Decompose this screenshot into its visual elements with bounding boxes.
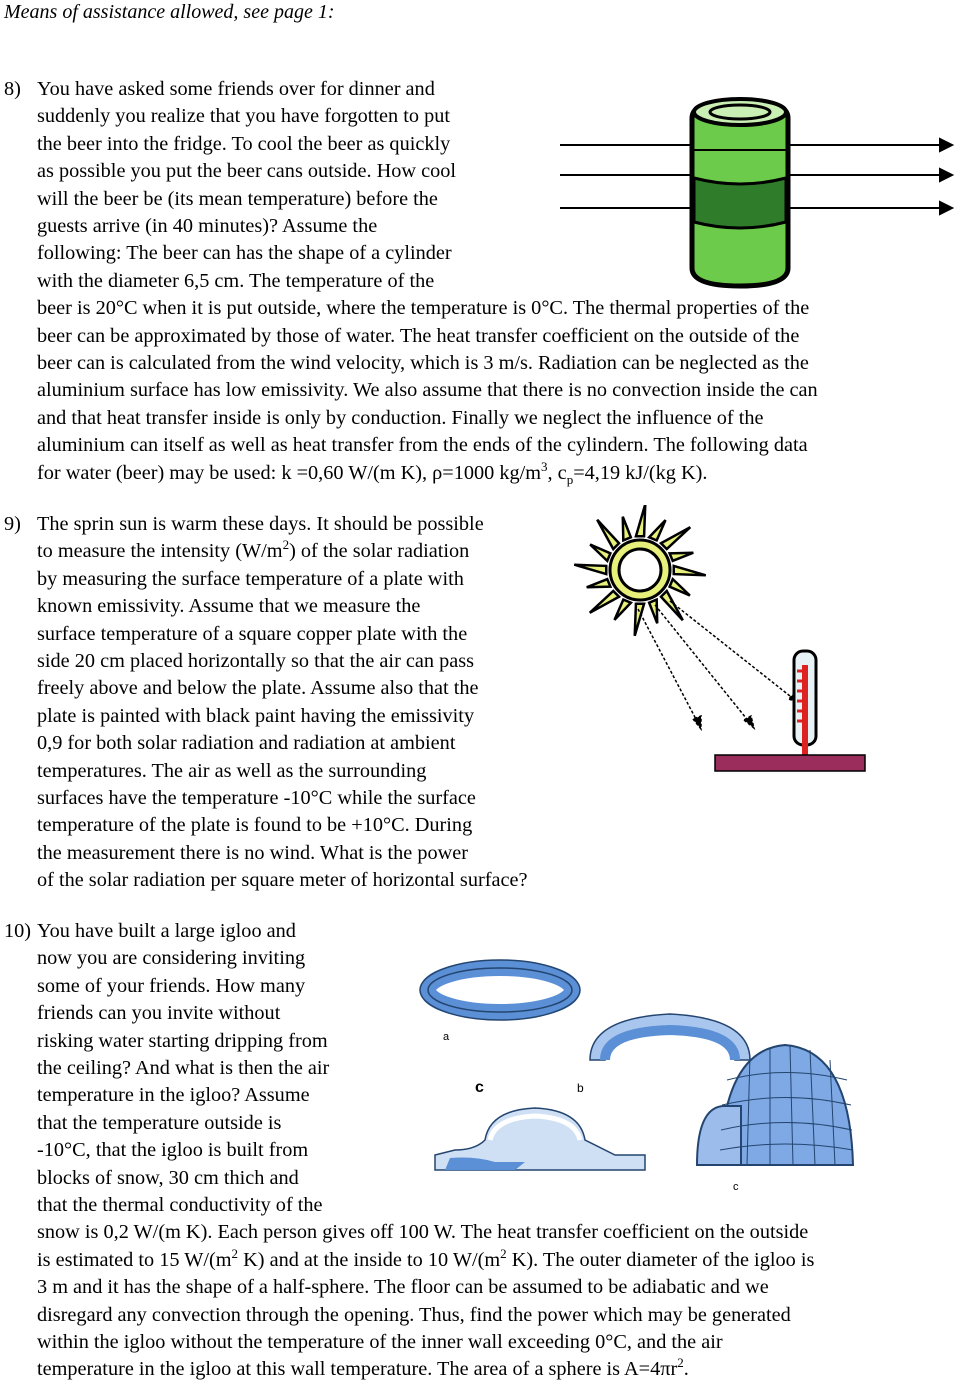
- text-segment: the measurement there is no wind. What is the power: [37, 841, 469, 864]
- sun-ray: [649, 520, 665, 540]
- thermometer-icon: [794, 651, 816, 755]
- text-line: [37, 1356, 689, 1383]
- text-segment: 0,9 for both solar radiation and radiation at ambient: [37, 732, 456, 755]
- text-line: [37, 840, 468, 867]
- text-segment: You have built a large igloo and: [37, 920, 296, 942]
- igloo-figure: [405, 940, 855, 1205]
- text-segment: known emissivity. Assume that we measure the: [37, 595, 421, 618]
- text-segment: and that heat transfer inside is only by conduction. Finally we neglect the influence of the: [37, 406, 764, 429]
- text-segment: following: The beer can has the shape of a cylinder: [37, 242, 452, 265]
- sunray-arrows: [638, 601, 801, 729]
- sun-ray: [615, 600, 631, 620]
- igloo-label-a: a: [443, 1031, 450, 1043]
- text-segment: beer is 20°C when it is put outside, where the temperature is 0°C. The thermal properties of the: [37, 297, 810, 320]
- text-segment: 3 m and it has the shape of a half-sphere. The floor can be assumed to be adiabatic and we: [37, 1276, 769, 1299]
- text-line: [37, 1110, 281, 1137]
- text-line: [37, 566, 464, 593]
- text-line: [37, 648, 474, 675]
- text-segment: temperature in the igloo at this wall temperature. The area of a sphere is A=4πr: [37, 1358, 678, 1381]
- text-line: [37, 1137, 308, 1164]
- text-line: [37, 1028, 328, 1055]
- subscript: p: [566, 471, 574, 487]
- igloo-label-c-left: c: [475, 1079, 484, 1096]
- problem-number: 9): [4, 513, 21, 535]
- text-line: [37, 405, 764, 432]
- sun-ray: [661, 527, 690, 549]
- text-segment: for water (beer) may be used: k =0,60 W/(m K), ρ=1000 kg/m: [37, 461, 542, 484]
- text-line: [37, 377, 818, 404]
- igloo-ring-a: [420, 960, 580, 1020]
- text-line: [37, 158, 456, 185]
- text-line: [37, 295, 809, 322]
- text-segment: snow is 0,2 W/(m K). Each person gives off 100 W. The heat transfer coefficient on the outside: [37, 1221, 809, 1244]
- igloo-label-c-right: c: [733, 1181, 739, 1193]
- sun-ray: [674, 566, 706, 575]
- text-line: [37, 213, 377, 240]
- text-line: [37, 973, 305, 1000]
- text-line: [37, 186, 438, 213]
- superscript: 3: [541, 458, 548, 474]
- text-line: [37, 593, 420, 620]
- text-segment: to measure the intensity (W/m: [37, 540, 283, 563]
- superscript: 2: [231, 1246, 239, 1262]
- text-line: [37, 460, 707, 487]
- sun-ray: [661, 591, 683, 620]
- problem-number: 8): [4, 78, 21, 100]
- sun-ray: [623, 517, 631, 541]
- text-segment: guests arrive (in 40 minutes)? Assume the: [37, 215, 378, 237]
- superscript: 2: [282, 537, 290, 553]
- text-segment: surfaces have the temperature -10°C while the surface: [37, 787, 476, 809]
- text-segment: freely above and below the plate. Assume also that the: [37, 677, 479, 700]
- text-segment: now you are considering inviting: [37, 947, 306, 970]
- text-segment: =4,19 kJ/(kg K).: [573, 461, 708, 484]
- sun-ray: [597, 520, 619, 549]
- text-segment: is estimated to 15 W/(m: [37, 1248, 232, 1271]
- igloo-label-b: b: [577, 1081, 584, 1095]
- text-segment: .: [683, 1358, 689, 1381]
- text-line: [37, 1302, 791, 1329]
- text-line: [37, 350, 809, 377]
- text-segment: K). The outer diameter of the igloo is: [506, 1248, 815, 1271]
- text-segment: side 20 cm placed horizontally so that the air can pass: [37, 650, 475, 672]
- text-line: [37, 1192, 323, 1219]
- text-segment: beer can is calculated from the wind velocity, which is 3 m/s. Radiation can be neglected as the: [37, 352, 809, 374]
- sun-ray: [590, 545, 610, 561]
- igloo-dome-c: [697, 1045, 853, 1165]
- text-line: [37, 1219, 808, 1246]
- text-line: [37, 621, 467, 648]
- igloo-partial-b: [590, 1014, 750, 1060]
- text-line: [37, 918, 296, 945]
- text-segment: temperature of the plate is found to be +10°C. During: [37, 814, 473, 837]
- copper-plate: [715, 755, 865, 771]
- text-line: [37, 812, 472, 839]
- text-line: [37, 945, 305, 972]
- text-line: [37, 103, 450, 130]
- text-segment: aluminium can itself as well as heat transfer from the ends of the cylindern. The following data: [37, 434, 808, 457]
- sun-ray: [574, 565, 606, 574]
- text-segment: beer can be approximated by those of water. The heat transfer coefficient on the outside of the: [37, 324, 800, 347]
- beer-can-icon: [692, 99, 788, 286]
- text-line: [37, 131, 450, 158]
- sun-ray: [649, 600, 657, 624]
- sun-ray: [635, 604, 644, 636]
- text-segment: , c: [547, 461, 567, 484]
- text-line: [37, 511, 484, 538]
- text-segment: surface temperature of a square copper plate with the: [37, 622, 468, 645]
- text-segment: risking water starting dripping from: [37, 1029, 328, 1052]
- problem-number: 10): [4, 920, 32, 942]
- text-line: [37, 76, 435, 103]
- text-line: [37, 1274, 769, 1301]
- sun-ray: [670, 579, 690, 595]
- text-segment: K) and at the inside to 10 W/(m: [238, 1248, 501, 1271]
- text-segment: friends can you invite without: [37, 1002, 281, 1025]
- text-line: [37, 758, 426, 785]
- text-segment: The sprin sun is warm these days. It should be possible: [37, 513, 484, 535]
- text-segment: ) of the solar radiation: [289, 540, 470, 563]
- text-line: [37, 240, 452, 267]
- text-segment: aluminium surface has low emissivity. We also assume that there is no convection inside the can: [37, 379, 818, 402]
- text-line: [37, 1165, 299, 1192]
- text-line: [37, 785, 476, 812]
- text-line: [37, 1055, 329, 1082]
- text-line: [37, 538, 469, 565]
- solar-radiation-figure: [570, 505, 870, 785]
- text-line: [37, 675, 479, 702]
- igloo-cross-section: [435, 1108, 645, 1170]
- text-segment: as possible you put the beer cans outside. How cool: [37, 160, 457, 183]
- text-line: [37, 730, 455, 757]
- text-segment: with the diameter 6,5 cm. The temperature of the: [37, 269, 435, 292]
- text-segment: plate is painted with black paint having the emissivity: [37, 704, 475, 727]
- text-line: [37, 703, 474, 730]
- text-line: [37, 1329, 723, 1356]
- sun-ray: [587, 579, 611, 587]
- text-line: [37, 1247, 814, 1274]
- text-segment: will the beer be (its mean temperature) before the: [37, 187, 438, 210]
- text-line: [37, 268, 434, 295]
- text-line: [37, 432, 808, 459]
- superscript: 2: [677, 1355, 684, 1371]
- sun-ray: [590, 591, 619, 613]
- text-segment: suddenly you realize that you have forgotten to put: [37, 105, 451, 128]
- sun-icon: [574, 505, 706, 636]
- superscript: 2: [500, 1246, 507, 1262]
- beer-can-figure: [560, 90, 960, 290]
- text-segment: by measuring the surface temperature of a plate with: [37, 567, 464, 590]
- text-segment: disregard any convection through the opening. Thus, find the power which may be generated: [37, 1303, 791, 1326]
- text-segment: the ceiling? And what is then the air: [37, 1057, 330, 1079]
- page-header: Means of assistance allowed, see page 1:: [4, 1, 335, 23]
- text-segment: blocks of snow, 30 cm thich and: [37, 1166, 299, 1189]
- text-segment: temperature in the igloo? Assume: [37, 1084, 310, 1107]
- text-line: [37, 323, 799, 350]
- text-line: [37, 867, 527, 894]
- text-segment: You have asked some friends over for dinner and: [37, 78, 435, 100]
- text-segment: that the temperature outside is: [37, 1111, 282, 1134]
- text-segment: that the thermal conductivity of the: [37, 1194, 323, 1216]
- text-segment: of the solar radiation per square meter of horizontal surface?: [37, 869, 528, 892]
- text-segment: within the igloo without the temperature of the inner wall exceeding 0°C, and the air: [37, 1331, 723, 1353]
- sun-ray: [670, 553, 694, 561]
- text-line: [37, 1000, 280, 1027]
- text-line: [37, 1082, 310, 1109]
- text-segment: -10°C, that the igloo is built from: [37, 1139, 309, 1162]
- sun-ray: [636, 505, 645, 536]
- text-segment: some of your friends. How many: [37, 974, 306, 997]
- text-segment: temperatures. The air as well as the surrounding: [37, 759, 427, 782]
- text-segment: the beer into the fridge. To cool the beer as quickly: [37, 132, 451, 155]
